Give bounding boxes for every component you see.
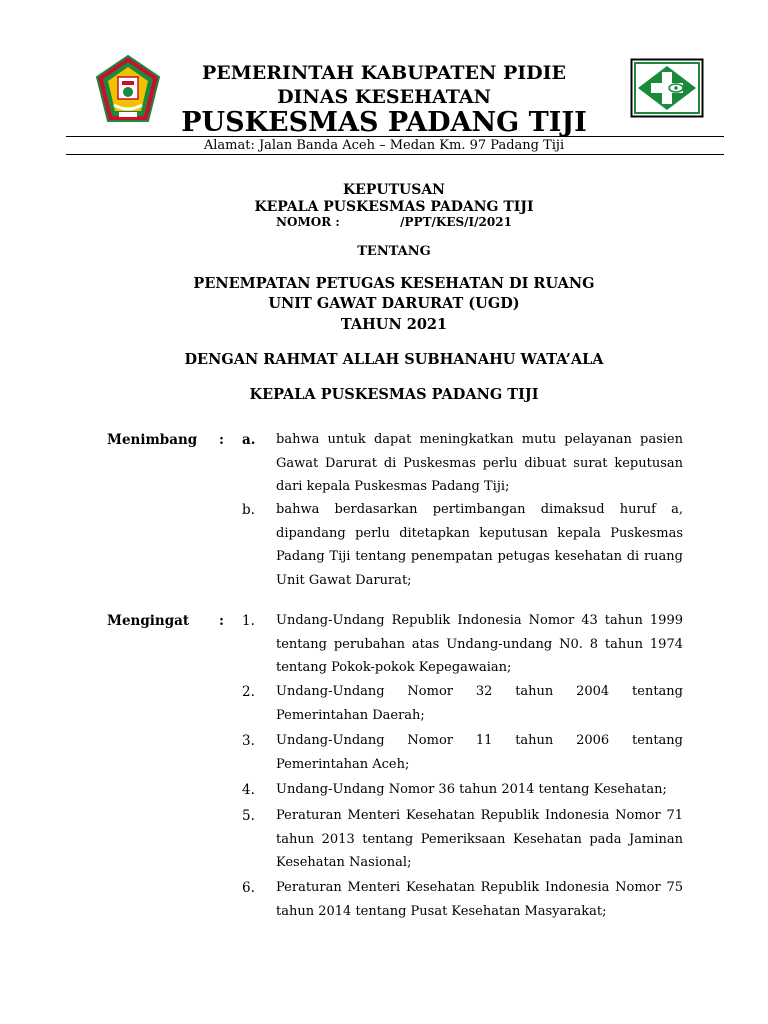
- menimbang-marker-b: b.: [242, 502, 255, 518]
- menimbang-marker-a: a.: [242, 432, 256, 448]
- letterhead-rule-bottom: [66, 154, 724, 155]
- government-name: PEMERINTAH KABUPATEN PIDIE: [201, 62, 567, 84]
- mengingat-marker-4: 4.: [242, 782, 255, 798]
- issuer-heading: KEPALA PUSKESMAS PADANG TIJI: [249, 386, 539, 403]
- invocation: DENGAN RAHMAT ALLAH SUBHANAHU WATA’ALA: [184, 351, 604, 368]
- decree-issuer: KEPALA PUSKESMAS PADANG TIJI: [254, 199, 534, 215]
- mengingat-item-2: Undang-Undang Nomor 32 tahun 2004 tentang Pemerintahan Daerah;: [276, 684, 683, 723]
- decree-title: KEPUTUSAN: [343, 182, 445, 198]
- letterhead-rule-top: [66, 136, 724, 137]
- menimbang-colon: :: [219, 432, 224, 448]
- decree-number: [0, 215, 768, 229]
- mengingat-colon: :: [219, 613, 224, 629]
- subject-line-1: PENEMPATAN PETUGAS KESEHATAN DI RUANG: [193, 275, 595, 292]
- mengingat-item-3: Undang-Undang Nomor 11 tahun 2006 tentang Pemerintahan Aceh;: [276, 733, 683, 772]
- menimbang-item-a: bahwa untuk dapat meningkatkan mutu pelayanan pasien Gawat Darurat di Puskesmas perlu dibuat surat keputusan dari kepala Puskesmas Padang Tiji;: [276, 432, 683, 494]
- department-name: DINAS KESEHATAN: [277, 86, 491, 108]
- subject-line-3: TAHUN 2021: [340, 316, 448, 333]
- mengingat-marker-2: 2.: [242, 684, 255, 700]
- mengingat-marker-6: 6.: [242, 880, 255, 896]
- menimbang-item-b: bahwa berdasarkan pertimbangan dimaksud huruf a, dipandang perlu ditetapkan keputusan kepala Puskesmas Padang Tiji tentang penempatan petugas kesehatan di ruang Unit Gawat Darurat;: [276, 502, 683, 588]
- puskesmas-name: PUSKESMAS PADANG TIJI: [181, 107, 587, 138]
- address: Alamat: Jalan Banda Aceh – Medan Km. 97 Padang Tiji: [203, 138, 565, 153]
- mengingat-marker-5: 5.: [242, 808, 255, 824]
- about-heading: TENTANG: [357, 244, 431, 259]
- mengingat-item-4: Undang-Undang Nomor 36 tahun 2014 tentang Kesehatan;: [276, 782, 667, 797]
- mengingat-marker-1: 1.: [242, 613, 255, 629]
- mengingat-marker-3: 3.: [242, 733, 255, 749]
- mengingat-item-6: Peraturan Menteri Kesehatan Republik Indonesia Nomor 75 tahun 2014 tentang Pusat Kesehatan Masyarakat;: [276, 880, 683, 919]
- mengingat-label: Mengingat: [107, 613, 190, 629]
- mengingat-item-1: Undang-Undang Republik Indonesia Nomor 43 tahun 1999 tentang perubahan atas Undang-undang N0. 8 tahun 1974 tentang Pokok-pokok Kepegawaian;: [276, 613, 683, 675]
- decree-number-value: /PPT/KES/I/2021: [400, 215, 512, 229]
- mengingat-item-5: Peraturan Menteri Kesehatan Republik Indonesia Nomor 71 tahun 2013 tentang Pemeriksaan Kesehatan pada Jaminan Kesehatan Nasional;: [276, 808, 683, 870]
- menimbang-label: Menimbang: [107, 432, 198, 448]
- decree-number-label: NOMOR :: [276, 215, 340, 229]
- subject-line-2: UNIT GAWAT DARURAT (UGD): [268, 295, 520, 312]
